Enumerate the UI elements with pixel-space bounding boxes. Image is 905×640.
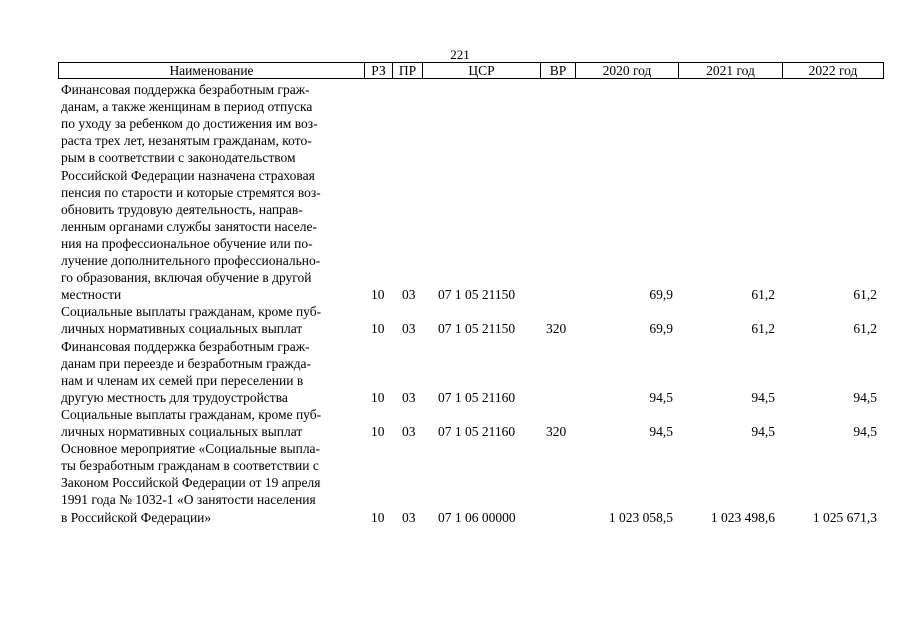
cell-vr: 320 [546,424,567,439]
cell-2022: 94,5 [853,424,877,439]
row-name-line: ты безработным гражданам в соответствии с [61,458,319,474]
row-name-line: рым в соответствии с законодательством [61,150,296,166]
page-number: 221 [450,47,470,62]
cell-pr: 03 [402,509,416,525]
cell-rz: 10 [371,509,385,525]
row-name-line: Социальные выплаты гражданам, кроме пуб- [61,304,322,320]
cell-2022: 1 025 671,3 [812,509,877,525]
col-header-rz: РЗ [365,63,393,78]
col-header-csr: ЦСР [423,63,541,78]
cell-rz: 10 [371,389,385,405]
cell-2020: 1 023 058,5 [608,509,673,525]
row-name-line: 1991 года № 1032-1 «О занятости населения [61,492,316,508]
row-name-line: в Российской Федерации» [61,509,212,525]
cell-rz: 10 [371,424,385,439]
row-name-line: обновить трудовую деятельность, направ- [61,201,303,217]
cell-2021: 94,5 [751,424,775,439]
cell-pr: 03 [402,424,416,439]
row-name-line: Финансовая поддержка безработным граж- [61,338,310,354]
row-name-line: раста трех лет, незанятым гражданам, кото- [61,133,312,149]
row-name-line: данам при переезде и безработным гражда- [61,355,312,371]
row-name-line: ния на профессиональное обучение или по- [61,235,313,251]
cell-2021: 1 023 498,6 [710,509,775,525]
row-name-line: Социальные выплаты гражданам, кроме пуб- [61,406,322,422]
row-name-line: данам, а также женщинам в период отпуска [61,99,313,115]
cell-2021: 94,5 [751,389,775,405]
cell-2020: 69,9 [649,321,673,337]
row-name-line: Российской Федерации назначена страховая [61,167,315,183]
cell-csr: 07 1 05 21150 [438,287,516,303]
cell-2021: 61,2 [751,321,775,337]
cell-2022: 94,5 [853,389,877,405]
table-header [58,62,884,79]
row-name-line: Финансовая поддержка безработным граж- [61,82,310,97]
cell-2020: 94,5 [649,389,673,405]
row-name-line: по уходу за ребенком до достижения им воз- [61,116,318,132]
cell-2020: 94,5 [649,424,673,439]
cell-csr: 07 1 05 21160 [438,389,516,405]
cell-2020: 69,9 [649,287,673,303]
row-name-line: ленным органами службы занятости населе- [61,218,317,234]
cell-csr: 07 1 06 00000 [438,509,516,525]
cell-rz: 10 [371,287,385,303]
col-header-2020: 2020 год [576,63,679,78]
cell-vr: 320 [546,321,567,337]
col-header-name: Наименование [59,63,365,78]
col-header-2022: 2022 год [808,63,858,78]
col-header-2021: 2021 год [679,63,783,78]
row-name-line: местности [61,287,122,303]
row-name-line: личных нормативных социальных выплат [61,424,303,439]
row-name-line: Законом Российской Федерации от 19 апреля [61,475,321,491]
cell-2022: 61,2 [853,287,877,303]
cell-rz: 10 [371,321,385,337]
cell-pr: 03 [402,389,416,405]
cell-2021: 61,2 [751,287,775,303]
cell-2022: 61,2 [853,321,877,337]
col-header-pr: ПР [393,63,423,78]
row-name-line: другую местность для трудоустройства [61,389,288,405]
cell-csr: 07 1 05 21150 [438,321,516,337]
cell-csr: 07 1 05 21160 [438,424,516,439]
cell-pr: 03 [402,287,416,303]
col-header-vr: ВР [541,63,576,78]
row-name-line: го образования, включая обучение в другой [61,270,312,286]
row-name-line: личных нормативных социальных выплат [61,321,303,337]
row-name-line: лучение дополнительного профессионально- [61,253,321,268]
row-name-line: нам и членам их семей при переселении в [61,372,304,388]
row-name-line: Основное мероприятие «Социальные выпла- [61,441,321,457]
cell-pr: 03 [402,321,416,337]
row-name-line: пенсия по старости и которые стремятся воз- [61,184,321,200]
